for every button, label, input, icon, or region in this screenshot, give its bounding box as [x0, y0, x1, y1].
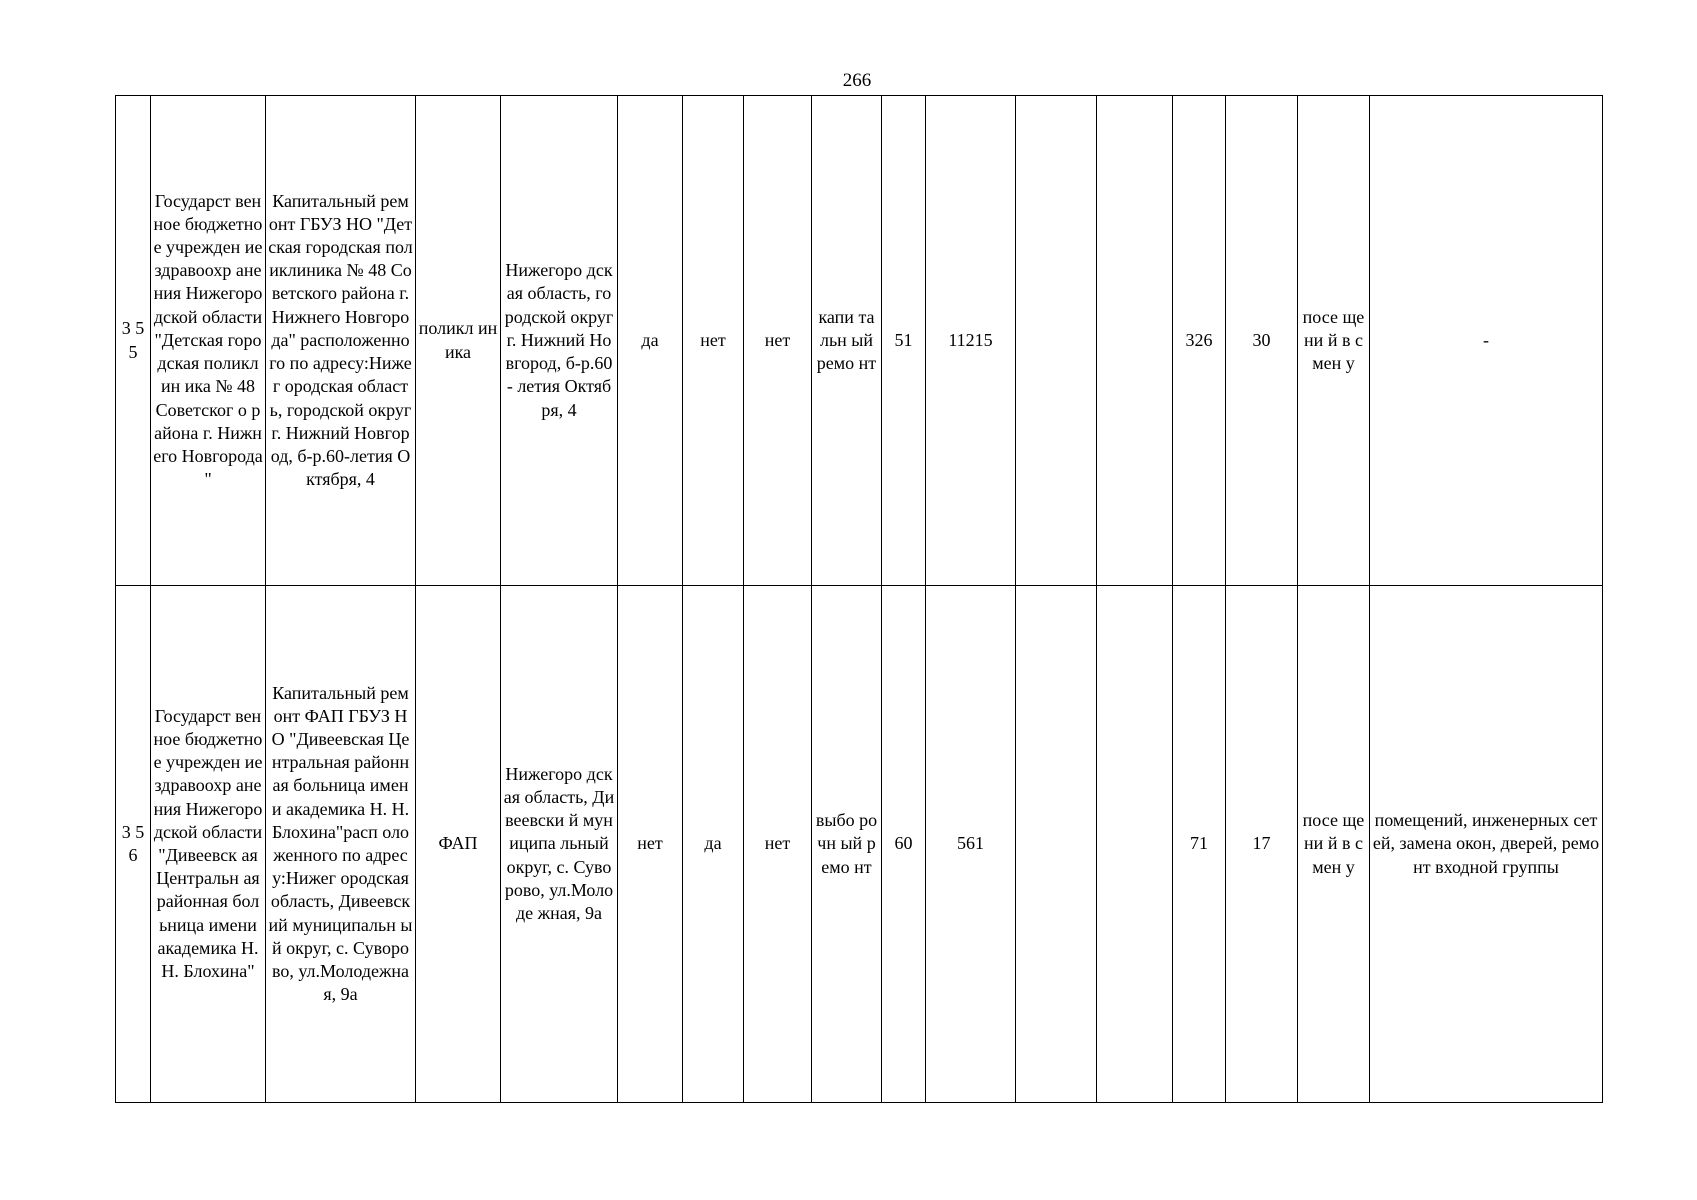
work-type-cell: выбо рочн ый ремо нт: [812, 586, 882, 1103]
note-cell: -: [1370, 96, 1603, 586]
value-cell: 326: [1173, 96, 1226, 586]
value-cell: 60: [882, 586, 926, 1103]
value-cell: [1016, 586, 1097, 1103]
work-type-cell: капи тальн ый ремо нт: [812, 96, 882, 586]
note-cell: помещений, инженерных сетей, замена окон, дверей, ремонт входной группы: [1370, 586, 1603, 1103]
object-cell: Капитальный ремонт ФАП ГБУЗ НО "Дивеевская Центральная районная больница имени академика Н. Н. Блохина"расп оложенного по адресу:Нижег ородская область, Дивеевский муниципальн ый округ, с. Суворово, ул.Молодежна я, 9а: [266, 586, 416, 1103]
flag-cell: нет: [683, 96, 744, 586]
type-cell: ФАП: [416, 586, 501, 1103]
row-number: 3 5 5: [116, 96, 151, 586]
value-cell: [1097, 586, 1173, 1103]
value-cell: 561: [926, 586, 1016, 1103]
flag-cell: нет: [618, 586, 683, 1103]
unit-cell: посе щени й в смен у: [1298, 96, 1370, 586]
table-row: [116, 586, 1603, 1103]
address-cell: Нижегоро дская область, Дивеевски й муниципа льный округ, с. Суворово, ул.Молоде жная, 9а: [501, 586, 618, 1103]
data-table: [115, 95, 1603, 1103]
value-cell: [1016, 96, 1097, 586]
row-number: 3 5 6: [116, 586, 151, 1103]
value-cell: 11215: [926, 96, 1016, 586]
unit-cell: посе щени й в смен у: [1298, 586, 1370, 1103]
flag-cell: да: [683, 586, 744, 1103]
flag-cell: да: [618, 96, 683, 586]
page-number: 266: [842, 70, 872, 91]
flag-cell: нет: [744, 96, 812, 586]
owner-cell: Государст венное бюджетно е учрежден ие здравоохр анения Нижегоро дской области "Дивеевск ая Центральн ая районная больница имени академика Н. Н. Блохина": [151, 586, 266, 1103]
value-cell: 30: [1226, 96, 1298, 586]
owner-cell: Государст венное бюджетно е учрежден ие здравоохр анения Нижегоро дской области "Детская городская поликлин ика № 48 Советског о района г. Нижнего Новгорода ": [151, 96, 266, 586]
value-cell: 17: [1226, 586, 1298, 1103]
flag-cell: нет: [744, 586, 812, 1103]
table-row: [116, 96, 1603, 586]
value-cell: 71: [1173, 586, 1226, 1103]
type-cell: поликл иника: [416, 96, 501, 586]
value-cell: [1097, 96, 1173, 586]
value-cell: 51: [882, 96, 926, 586]
object-cell: Капитальный ремонт ГБУЗ НО "Детская городская поликлиника № 48 Советского района г. Нижнего Новгорода" расположенно го по адресу:Нижег ородская область, городской округ г. Нижний Новгород, б-р.60-летия Октября, 4: [266, 96, 416, 586]
address-cell: Нижегоро дская область, городской округ г. Нижний Новгород, б-р.60- летия Октября, 4: [501, 96, 618, 586]
